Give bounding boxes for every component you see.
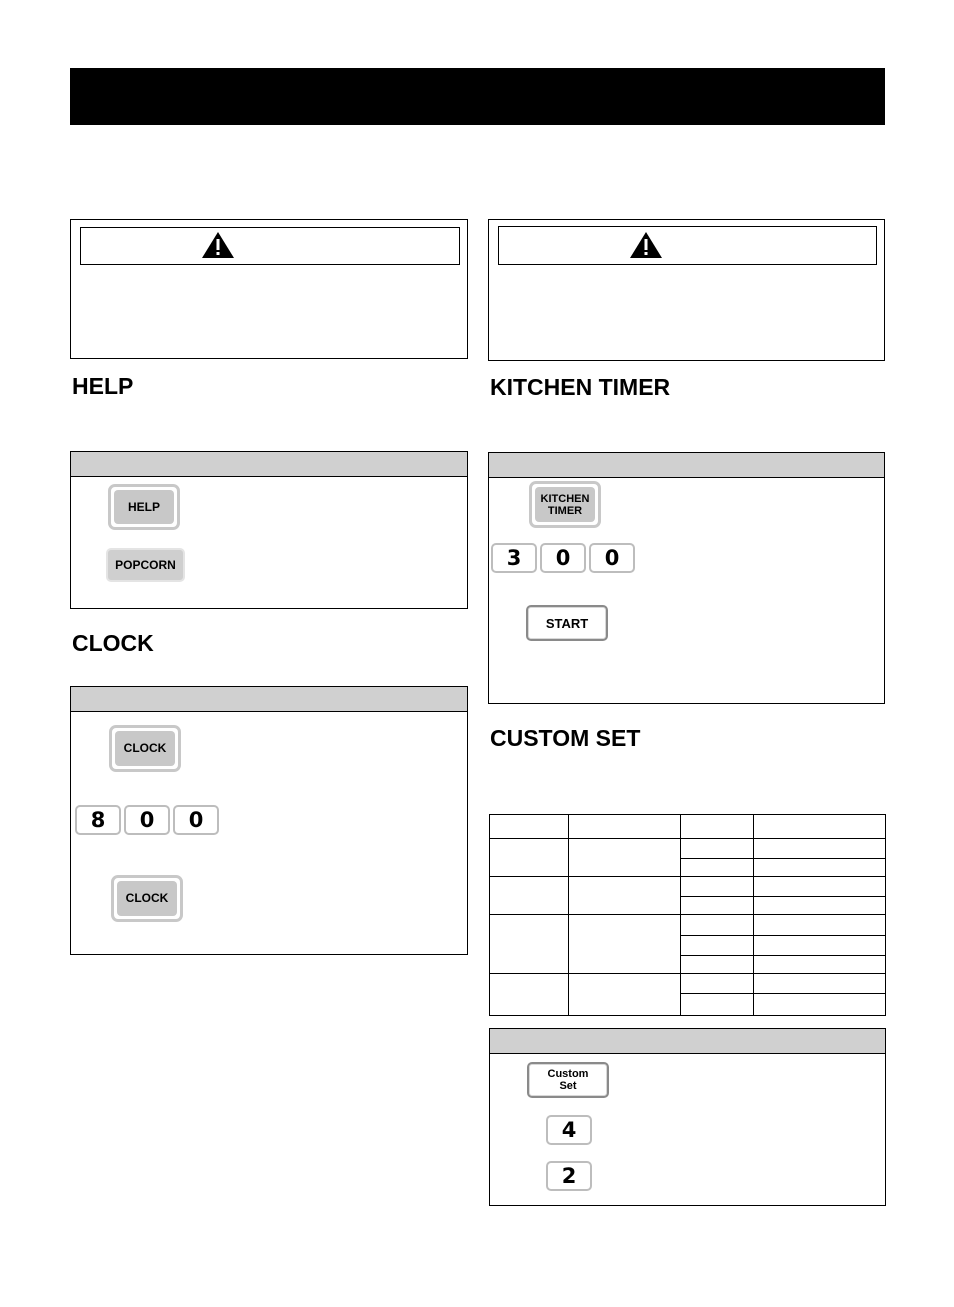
help-key[interactable]	[108, 484, 180, 530]
kitchen-timer-key-line1: KITCHEN	[540, 492, 590, 505]
caution-box-right	[488, 219, 885, 361]
clock-digit-key[interactable]: 8	[75, 805, 121, 835]
custom-digit-key[interactable]: 2	[546, 1161, 592, 1191]
table-row-line	[681, 993, 885, 994]
table-row-line	[681, 955, 885, 956]
kitchen-timer-key-line2: TIMER	[547, 504, 583, 517]
start-key[interactable]: START	[526, 605, 608, 641]
clock-key-label: CLOCK	[115, 731, 175, 766]
table-row-line	[490, 876, 885, 877]
timer-digit-key[interactable]: 0	[589, 543, 635, 573]
table-row-line	[681, 858, 885, 859]
custom-set-key-line1: Custom	[547, 1068, 589, 1080]
warning-triangle-icon	[629, 231, 663, 259]
table-col-line	[753, 815, 754, 1015]
custom-set-key[interactable]	[527, 1062, 609, 1098]
help-title: HELP	[72, 373, 134, 399]
caution-header-right	[498, 226, 877, 265]
timer-digit-key[interactable]: 0	[540, 543, 586, 573]
popcorn-key[interactable]: POPCORN	[106, 548, 185, 582]
custom-set-table	[489, 814, 886, 1016]
table-row-line	[490, 838, 885, 839]
caution-box-left	[70, 219, 468, 359]
clock-digit-key[interactable]: 0	[124, 805, 170, 835]
clock-confirm-key[interactable]	[111, 875, 183, 922]
help-key-label: HELP	[114, 490, 174, 524]
custom-digit-key[interactable]: 4	[546, 1115, 592, 1145]
kitchen-timer-key-label	[535, 487, 595, 522]
table-col-line	[680, 815, 681, 1015]
clock-digit-key[interactable]: 0	[173, 805, 219, 835]
table-row-line	[490, 973, 885, 974]
kitchen-timer-panel-header	[489, 453, 884, 478]
timer-digit-key[interactable]: 3	[491, 543, 537, 573]
warning-triangle-icon	[201, 231, 235, 259]
page-header-bar	[70, 68, 885, 125]
custom-set-title: CUSTOM SET	[490, 725, 641, 751]
custom-set-key-line2: Set	[559, 1080, 577, 1092]
kitchen-timer-title: KITCHEN TIMER	[490, 374, 671, 400]
help-panel-header	[71, 452, 467, 477]
caution-header-left	[80, 227, 460, 265]
kitchen-timer-key[interactable]	[529, 481, 601, 528]
clock-panel-header	[71, 687, 467, 712]
table-col-line	[568, 815, 569, 1015]
table-row-line	[681, 935, 885, 936]
clock-title: CLOCK	[72, 630, 154, 656]
help-panel	[70, 451, 468, 609]
table-row-line	[681, 896, 885, 897]
table-row-line	[490, 914, 885, 915]
custom-set-panel-header	[490, 1029, 885, 1054]
clock-confirm-key-label: CLOCK	[117, 881, 177, 916]
clock-key[interactable]	[109, 725, 181, 772]
